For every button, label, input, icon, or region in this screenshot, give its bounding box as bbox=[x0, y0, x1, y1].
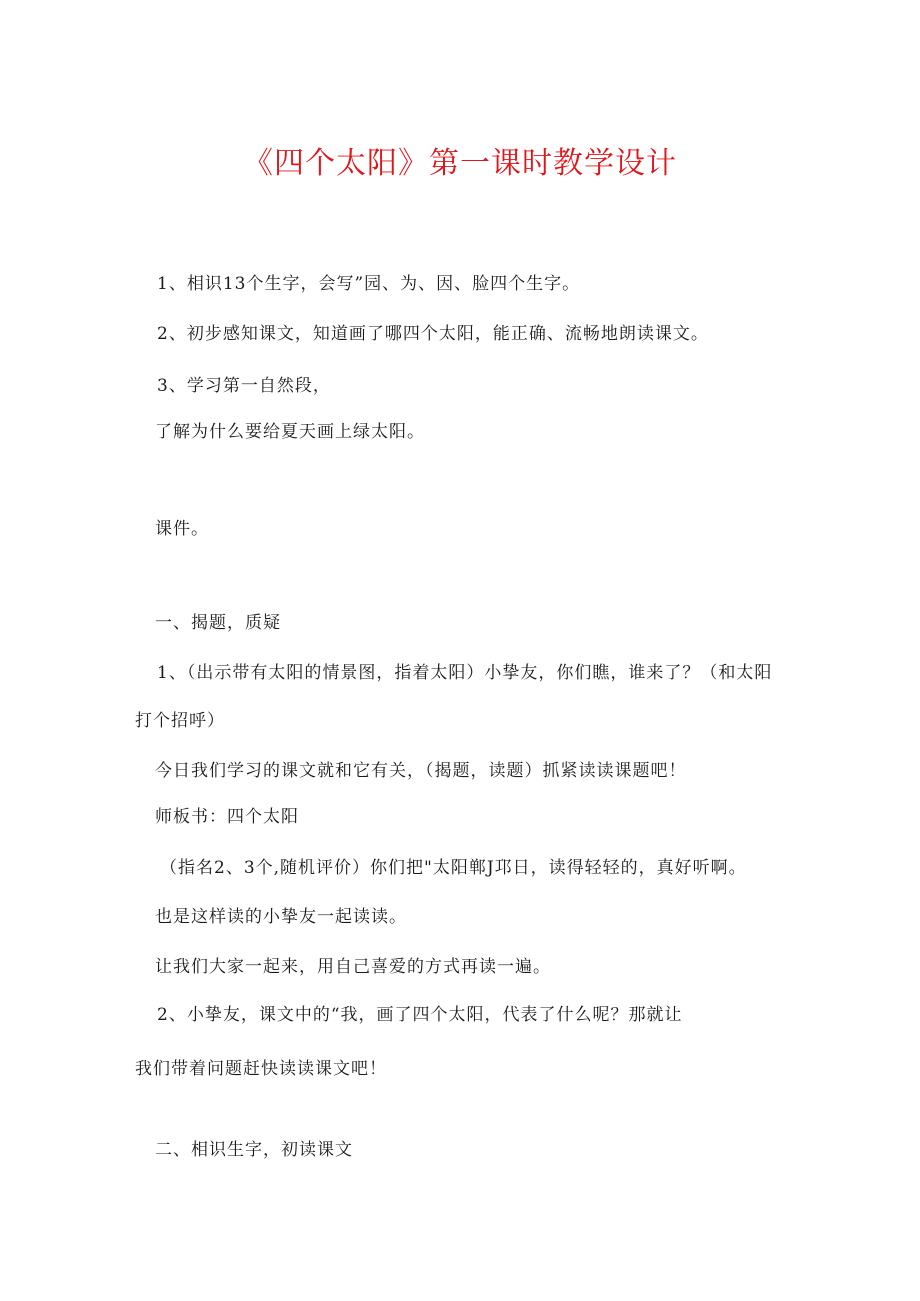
objective-line: 了解为什么要给夏天画上绿太阳。 bbox=[155, 422, 425, 442]
preparation-text: 课件。 bbox=[155, 519, 209, 539]
body-line: 让我们大家一起来，用自己喜爱的方式再读一遍。 bbox=[155, 957, 551, 977]
document-title: 《四个太阳》第一课时教学设计 bbox=[243, 146, 677, 181]
body-line: 1、（出示带有太阳的情景图，指着太阳）小挚友，你们瞧，谁来了？（和太阳 bbox=[157, 663, 773, 683]
section-heading: 二、相识生字，初读课文 bbox=[155, 1140, 353, 1160]
body-line: 打个招呼） bbox=[135, 711, 225, 731]
body-line: 也是这样读的小挚友一起读读。 bbox=[155, 907, 407, 927]
objective-line: 3、学习第一自然段， bbox=[157, 376, 331, 396]
body-line: 2、小挚友，课文中的“我，画了四个太阳，代表了什么呢？那就让 bbox=[157, 1005, 683, 1025]
body-line: 今日我们学习的课文就和它有关，（揭题，读题）抓紧读读课题吧！ bbox=[155, 761, 687, 781]
body-line: 我们带着问题赶快读读课文吧！ bbox=[135, 1059, 387, 1079]
objective-line: 1、相识13个生字，会写”园、为、因、脸四个生字。 bbox=[157, 274, 581, 294]
section-heading: 一、揭题，质疑 bbox=[155, 613, 281, 633]
body-line: 师板书：四个太阳 bbox=[155, 807, 299, 827]
body-line: （指名2、3个,随机评价）你们把"太阳郸J邛日，读得轻轻的，真好听啊。 bbox=[160, 858, 747, 878]
objective-line: 2、初步感知课文，知道画了哪四个太阳，能正确、流畅地朗读课文。 bbox=[157, 324, 709, 344]
